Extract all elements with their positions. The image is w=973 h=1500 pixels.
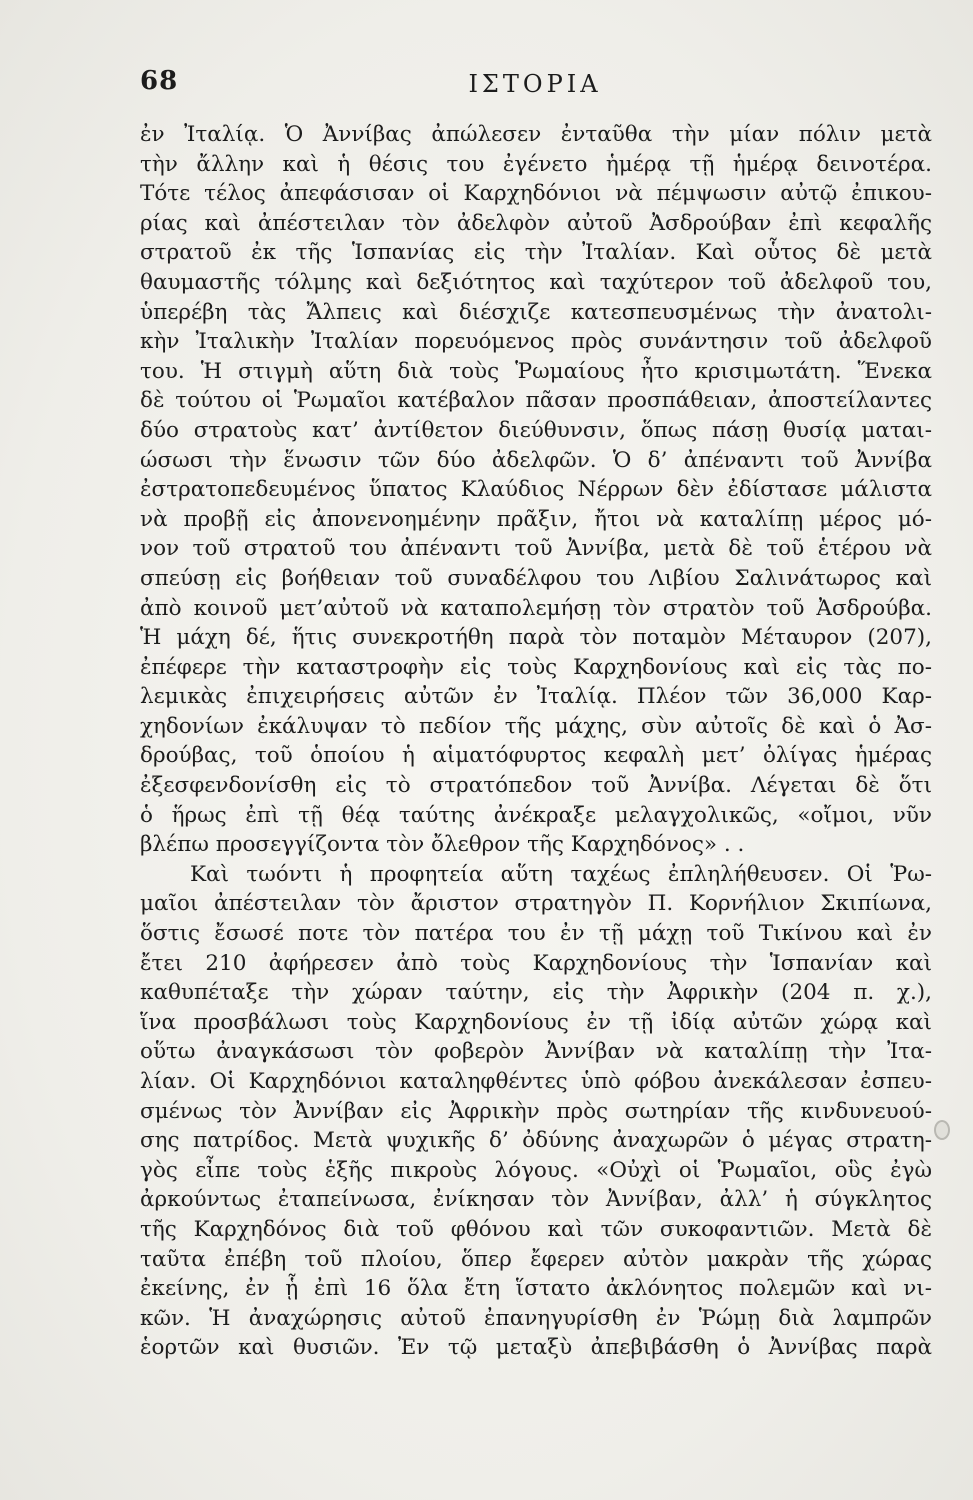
page-number: 68 bbox=[140, 66, 179, 96]
text-line: λίαν. Οἱ Καρχηδόνιοι καταληφθέντες ὑπὸ φόβου ἀνεκάλεσαν ἐσπευ- bbox=[140, 1069, 932, 1094]
page-header bbox=[140, 66, 930, 106]
text-line: Καὶ τωόντι ἡ προφητεία αὕτη ταχέως ἐπληλήθευσεν. Οἱ Ῥω- bbox=[190, 861, 932, 887]
text-line: ἀρκούντως ἐταπείνωσα, ἐνίκησαν τὸν Ἀννίβαν, ἀλλ’ ἡ σύγκλητος bbox=[140, 1187, 932, 1213]
text-line: κῶν. Ἡ ἀναχώρησις αὐτοῦ ἐπανηγυρίσθη ἐν Ῥώμῃ διὰ λαμπρῶν bbox=[140, 1305, 932, 1331]
text-line: θαυμαστῆς τόλμης καὶ δεξιότητος καὶ ταχύτερον τοῦ ἀδελφοῦ του, bbox=[140, 269, 932, 295]
text-line: ώσωσι τὴν ἕνωσιν τῶν δύο ἀδελφῶν. Ὁ δ’ ἀπέναντι τοῦ Ἀννίβα bbox=[140, 447, 932, 473]
text-line: λεμικὰς ἐπιχειρήσεις αὐτῶν ἐν Ἰταλίᾳ. Πλέον τῶν 36,000 Καρ- bbox=[140, 684, 932, 710]
text-line: ἐστρατοπεδευμένος ὕπατος Κλαύδιος Νέρρων δὲν ἐδίστασε μάλιστα bbox=[140, 477, 932, 503]
text-line: ἐκείνης, ἐν ᾗ ἐπὶ 16 ὅλα ἔτη ἵστατο ἀκλόνητος πολεμῶν καὶ νι- bbox=[140, 1276, 932, 1302]
binding-hole-mark bbox=[934, 1120, 950, 1140]
text-line: νὰ προβῇ εἰς ἀπονενοημένην πρᾶξιν, ἤτοι νὰ καταλίπῃ μέρος μό- bbox=[140, 506, 932, 532]
text-line: στρατοῦ ἐκ τῆς Ἱσπανίας εἰς τὴν Ἰταλίαν. Καὶ οὗτος δὲ μετὰ bbox=[140, 240, 932, 266]
text-line: σμένως τὸν Ἀννίβαν εἰς Ἀφρικὴν πρὸς σωτηρίαν τῆς κινδυνευού- bbox=[140, 1098, 932, 1124]
text-line: ὑπερέβη τὰς Ἄλπεις καὶ διέσχιζε κατεσπευσμένως τὴν ἀνατολι- bbox=[140, 299, 932, 325]
text-line: ἑορτῶν καὶ θυσιῶν. Ἐν τῷ μεταξὺ ἀπεβιβάσθη ὁ Ἀννίβας παρὰ bbox=[140, 1335, 932, 1361]
text-line: ὁ ἥρως ἐπὶ τῇ θέᾳ ταύτης ἀνέκραξε μελαγχολικῶς, «οἴμοι, νῦν bbox=[140, 802, 932, 828]
text-line: βλέπω προσεγγίζοντα τὸν ὄλεθρον τῆς Καρχηδόνος» . . bbox=[140, 832, 745, 858]
text-line: κὴν Ἰταλικὴν Ἰταλίαν πορευόμενος πρὸς συνάντησιν τοῦ ἀδελφοῦ bbox=[140, 329, 932, 355]
text-line: νον τοῦ στρατοῦ του ἀπέναντι τοῦ Ἀννίβα, μετὰ δὲ τοῦ ἑτέρου νὰ bbox=[140, 536, 932, 562]
text-line: γὸς εἶπε τοὺς ἑξῆς πικροὺς λόγους. «Οὐχὶ οἱ Ῥωμαῖοι, οὓς ἐγὼ bbox=[140, 1157, 932, 1183]
text-line: ρίας καὶ ἀπέστειλαν τὸν ἀδελφὸν αὐτοῦ Ἀσδρούβαν ἐπὶ κεφαλῆς bbox=[140, 210, 932, 236]
text-line: ἐπέφερε τὴν καταστροφὴν εἰς τοὺς Καρχηδονίους καὶ εἰς τὰς πο- bbox=[140, 654, 932, 680]
text-line: ἔτει 210 ἀφήρεσεν ἀπὸ τοὺς Καρχηδονίους τὴν Ἱσπανίαν καὶ bbox=[140, 950, 932, 976]
text-line: Ἡ μάχη δέ, ἥτις συνεκροτήθη παρὰ τὸν ποταμὸν Μέταυρον (207), bbox=[140, 625, 932, 651]
text-line: Τότε τέλος ἀπεφάσισαν οἱ Καρχηδόνιοι νὰ πέμψωσιν αὐτῷ ἐπικου- bbox=[140, 181, 932, 207]
text-line: του. Ἡ στιγμὴ αὕτη διὰ τοὺς Ῥωμαίους ἦτο κρισιμωτάτη. Ἕνεκα bbox=[140, 358, 932, 384]
text-line: ἵνα προσβάλωσι τοὺς Καρχηδονίους ἐν τῇ ἰδίᾳ αὐτῶν χώρᾳ καὶ bbox=[140, 1009, 932, 1035]
text-line: τὴν ἄλλην καὶ ἡ θέσις του ἐγένετο ἡμέρᾳ τῇ ἡμέρᾳ δεινοτέρα. bbox=[140, 151, 932, 177]
text-line: ὅστις ἔσωσέ ποτε τὸν πατέρα του ἐν τῇ μάχῃ τοῦ Τικίνου καὶ ἐν bbox=[140, 921, 932, 947]
text-line: σπεύσῃ εἰς βοήθειαν τοῦ συναδέλφου του Λιβίου Σαλινάτωρος καὶ bbox=[140, 565, 932, 591]
text-line: μαῖοι ἀπέστειλαν τὸν ἄριστον στρατηγὸν Π. Κορνήλιον Σκιπίωνα, bbox=[140, 891, 932, 917]
text-line: δύο στρατοὺς κατ’ ἀντίθετον διεύθυνσιν, ὅπως πάσῃ θυσίᾳ μαται- bbox=[140, 417, 932, 443]
text-line: ἐν Ἰταλίᾳ. Ὁ Ἀννίβας ἀπώλεσεν ἐνταῦθα τὴν μίαν πόλιν μετὰ bbox=[140, 122, 932, 147]
text-line: ταῦτα ἐπέβη τοῦ πλοίου, ὅπερ ἔφερεν αὐτὸν μακρὰν τῆς χώρας bbox=[140, 1246, 932, 1272]
text-line: ἐξεσφενδονίσθη εἰς τὸ στρατόπεδον τοῦ Ἀννίβα. Λέγεται δὲ ὅτι bbox=[140, 773, 932, 799]
text-line: χηδονίων ἐκάλυψαν τὸ πεδίον τῆς μάχης, σὺν αὐτοῖς δὲ καὶ ὁ Ἀσ- bbox=[140, 713, 932, 739]
text-line: τῆς Καρχηδόνος διὰ τοῦ φθόνου καὶ τῶν συκοφαντιῶν. Μετὰ δὲ bbox=[140, 1216, 932, 1242]
running-title: ΙΣΤΟΡΙΑ bbox=[468, 70, 602, 98]
body-text bbox=[140, 120, 932, 1363]
text-line: οὕτω ἀναγκάσωσι τὸν φοβερὸν Ἀννίβαν νὰ καταλίπῃ τὴν Ἰτα- bbox=[140, 1039, 932, 1065]
text-line: δὲ τούτου οἱ Ῥωμαῖοι κατέβαλον πᾶσαν προσπάθειαν, ἀποστείλαντες bbox=[140, 388, 932, 414]
text-line: καθυπέταξε τὴν χώραν ταύτην, εἰς τὴν Ἀφρικὴν (204 π. χ.), bbox=[140, 980, 932, 1006]
text-line: σης πατρίδος. Μετὰ ψυχικῆς δ’ ὀδύνης ἀναχωρῶν ὁ μέγας στρατη- bbox=[140, 1128, 932, 1154]
text-line: δρούβας, τοῦ ὁποίου ἡ αἱματόφυρτος κεφαλὴ μετ’ ὀλίγας ἡμέρας bbox=[140, 743, 932, 769]
text-line: ἀπὸ κοινοῦ μετ’αὐτοῦ νὰ καταπολεμήσῃ τὸν στρατὸν τοῦ Ἀσδρούβα. bbox=[140, 595, 932, 621]
